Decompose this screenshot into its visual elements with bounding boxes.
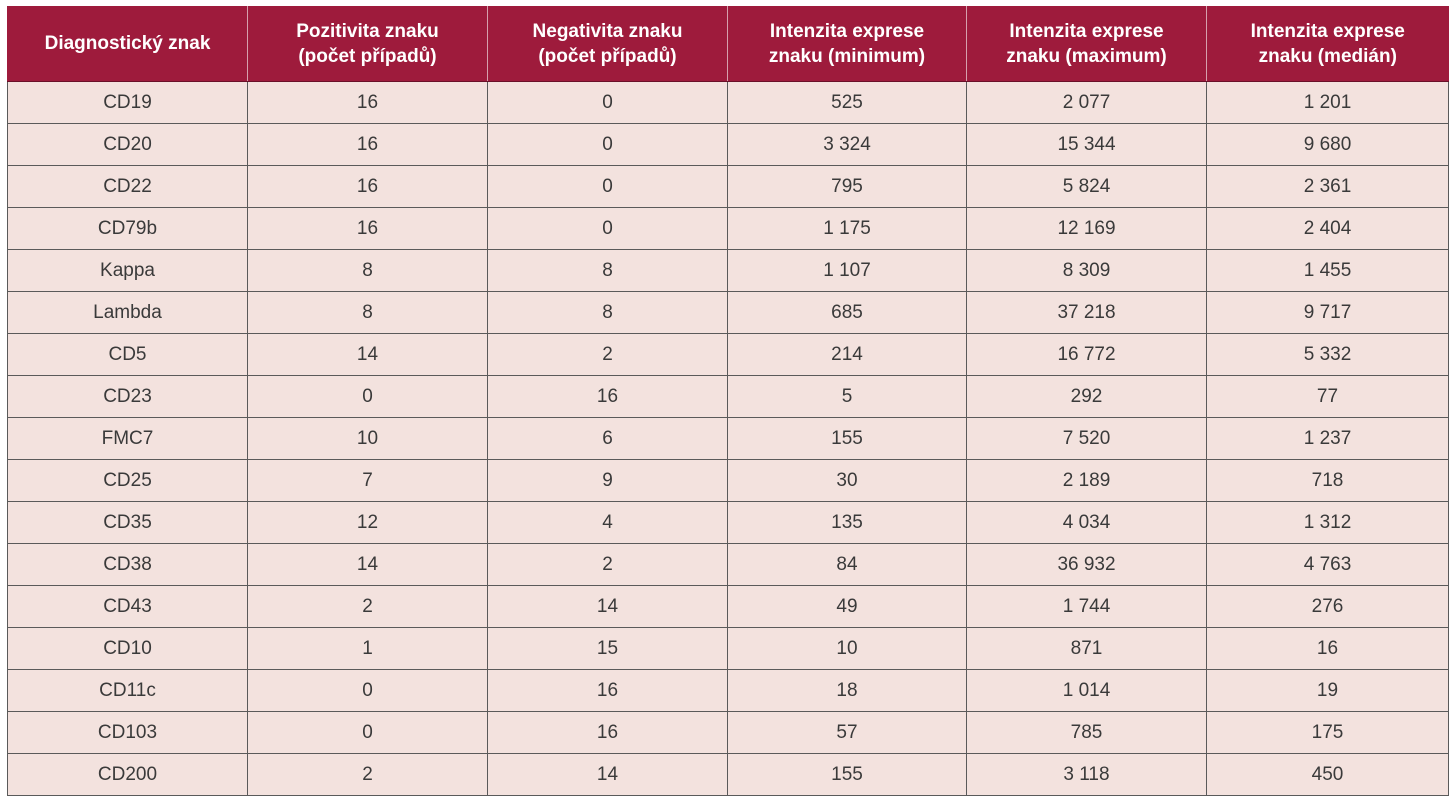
- header-intensity-median-line-1: Intenzita exprese: [1250, 20, 1405, 42]
- header-positive-line-2: (počet případů): [298, 45, 437, 67]
- cell-positive: 12: [248, 502, 488, 544]
- cell-negative: 0: [488, 82, 728, 124]
- cell-positive: 2: [248, 754, 488, 796]
- cell-intensity-median: 2 404: [1207, 208, 1449, 250]
- header-intensity-max: [967, 6, 1207, 82]
- cell-intensity-median: 4 763: [1207, 544, 1449, 586]
- cell-intensity-max: 292: [967, 376, 1207, 418]
- cell-positive: 8: [248, 250, 488, 292]
- cell-negative: 4: [488, 502, 728, 544]
- cell-intensity-min: 5: [728, 376, 967, 418]
- cell-negative: 14: [488, 754, 728, 796]
- cell-intensity-min: 10: [728, 628, 967, 670]
- data-table-container: [7, 6, 1448, 796]
- cell-intensity-min: 155: [728, 754, 967, 796]
- table-row: [8, 670, 1449, 712]
- cell-positive: 0: [248, 712, 488, 754]
- cell-intensity-min: 1 107: [728, 250, 967, 292]
- cell-marker: CD103: [8, 712, 248, 754]
- cell-intensity-min: 49: [728, 586, 967, 628]
- cell-intensity-max: 16 772: [967, 334, 1207, 376]
- cell-intensity-max: 1 744: [967, 586, 1207, 628]
- cell-intensity-min: 30: [728, 460, 967, 502]
- table-row: [8, 166, 1449, 208]
- cell-intensity-median: 77: [1207, 376, 1449, 418]
- cell-intensity-median: 19: [1207, 670, 1449, 712]
- cell-intensity-max: 15 344: [967, 124, 1207, 166]
- cell-intensity-min: 3 324: [728, 124, 967, 166]
- cell-intensity-median: 718: [1207, 460, 1449, 502]
- cell-marker: FMC7: [8, 418, 248, 460]
- cell-marker: CD20: [8, 124, 248, 166]
- cell-positive: 7: [248, 460, 488, 502]
- cell-intensity-max: 7 520: [967, 418, 1207, 460]
- cell-negative: 15: [488, 628, 728, 670]
- cell-positive: 10: [248, 418, 488, 460]
- cell-intensity-min: 155: [728, 418, 967, 460]
- cell-positive: 2: [248, 586, 488, 628]
- cell-marker: CD38: [8, 544, 248, 586]
- cell-intensity-median: 450: [1207, 754, 1449, 796]
- cell-intensity-max: 2 189: [967, 460, 1207, 502]
- cell-negative: 16: [488, 712, 728, 754]
- cell-positive: 16: [248, 124, 488, 166]
- table-row: [8, 292, 1449, 334]
- cell-intensity-min: 135: [728, 502, 967, 544]
- table-row: [8, 712, 1449, 754]
- cell-intensity-median: 1 201: [1207, 82, 1449, 124]
- table-header: [8, 6, 1449, 82]
- table-row: [8, 460, 1449, 502]
- cell-marker: CD25: [8, 460, 248, 502]
- cell-intensity-median: 16: [1207, 628, 1449, 670]
- cell-intensity-median: 9 680: [1207, 124, 1449, 166]
- header-intensity-min-line-2: znaku (minimum): [768, 45, 926, 67]
- cell-intensity-median: 5 332: [1207, 334, 1449, 376]
- cell-negative: 6: [488, 418, 728, 460]
- diagnostic-markers-table: [7, 6, 1449, 796]
- cell-intensity-max: 4 034: [967, 502, 1207, 544]
- cell-intensity-min: 214: [728, 334, 967, 376]
- cell-intensity-median: 1 455: [1207, 250, 1449, 292]
- cell-marker: Kappa: [8, 250, 248, 292]
- cell-positive: 0: [248, 670, 488, 712]
- header-positive: [248, 6, 488, 82]
- table-row: [8, 502, 1449, 544]
- table-row: [8, 754, 1449, 796]
- cell-negative: 14: [488, 586, 728, 628]
- cell-positive: 0: [248, 376, 488, 418]
- cell-marker: CD23: [8, 376, 248, 418]
- cell-positive: 14: [248, 334, 488, 376]
- cell-intensity-min: 795: [728, 166, 967, 208]
- header-positive-line-1: Pozitivita znaku: [296, 20, 439, 42]
- table-row: [8, 544, 1449, 586]
- cell-intensity-median: 1 237: [1207, 418, 1449, 460]
- table-row: [8, 124, 1449, 166]
- cell-negative: 16: [488, 376, 728, 418]
- header-intensity-min-line-1: Intenzita exprese: [769, 20, 925, 42]
- cell-marker: CD10: [8, 628, 248, 670]
- cell-intensity-max: 36 932: [967, 544, 1207, 586]
- cell-intensity-min: 685: [728, 292, 967, 334]
- cell-marker: CD35: [8, 502, 248, 544]
- cell-intensity-min: 84: [728, 544, 967, 586]
- cell-negative: 2: [488, 544, 728, 586]
- table-row: [8, 418, 1449, 460]
- cell-intensity-max: 871: [967, 628, 1207, 670]
- cell-positive: 16: [248, 166, 488, 208]
- table-body: [8, 82, 1449, 796]
- cell-negative: 8: [488, 292, 728, 334]
- cell-intensity-max: 2 077: [967, 82, 1207, 124]
- table-row: [8, 586, 1449, 628]
- cell-marker: CD19: [8, 82, 248, 124]
- header-row: [8, 6, 1449, 82]
- cell-marker: CD22: [8, 166, 248, 208]
- cell-negative: 0: [488, 208, 728, 250]
- cell-intensity-max: 1 014: [967, 670, 1207, 712]
- cell-marker: CD11c: [8, 670, 248, 712]
- cell-intensity-min: 1 175: [728, 208, 967, 250]
- cell-intensity-min: 525: [728, 82, 967, 124]
- header-intensity-median-line-2: znaku (medián): [1258, 45, 1397, 67]
- cell-intensity-median: 9 717: [1207, 292, 1449, 334]
- header-intensity-median: [1207, 6, 1449, 82]
- cell-intensity-max: 3 118: [967, 754, 1207, 796]
- header-negative-line-1: Negativita znaku: [532, 20, 683, 42]
- cell-marker: CD200: [8, 754, 248, 796]
- table-row: [8, 628, 1449, 670]
- cell-positive: 16: [248, 82, 488, 124]
- cell-intensity-max: 8 309: [967, 250, 1207, 292]
- table-row: [8, 82, 1449, 124]
- cell-marker: Lambda: [8, 292, 248, 334]
- header-intensity-min: [728, 6, 967, 82]
- cell-intensity-min: 18: [728, 670, 967, 712]
- table-row: [8, 250, 1449, 292]
- cell-intensity-max: 5 824: [967, 166, 1207, 208]
- header-intensity-max-line-1: Intenzita exprese: [1009, 20, 1164, 42]
- header-negative-line-2: (počet případů): [538, 45, 677, 67]
- cell-negative: 2: [488, 334, 728, 376]
- table-row: [8, 334, 1449, 376]
- table-row: [8, 208, 1449, 250]
- header-marker-line-1: Diagnostický znak: [44, 33, 211, 54]
- cell-intensity-max: 37 218: [967, 292, 1207, 334]
- cell-positive: 16: [248, 208, 488, 250]
- cell-marker: CD79b: [8, 208, 248, 250]
- cell-marker: CD43: [8, 586, 248, 628]
- cell-negative: 0: [488, 124, 728, 166]
- cell-intensity-median: 175: [1207, 712, 1449, 754]
- cell-negative: 8: [488, 250, 728, 292]
- header-negative: [488, 6, 728, 82]
- cell-intensity-median: 1 312: [1207, 502, 1449, 544]
- header-intensity-max-line-2: znaku (maximum): [1006, 45, 1167, 67]
- cell-positive: 1: [248, 628, 488, 670]
- cell-positive: 14: [248, 544, 488, 586]
- table-row: [8, 376, 1449, 418]
- cell-intensity-median: 2 361: [1207, 166, 1449, 208]
- cell-negative: 16: [488, 670, 728, 712]
- header-marker: [8, 6, 248, 82]
- cell-negative: 9: [488, 460, 728, 502]
- cell-negative: 0: [488, 166, 728, 208]
- cell-intensity-median: 276: [1207, 586, 1449, 628]
- cell-positive: 8: [248, 292, 488, 334]
- cell-intensity-max: 12 169: [967, 208, 1207, 250]
- cell-intensity-max: 785: [967, 712, 1207, 754]
- cell-intensity-min: 57: [728, 712, 967, 754]
- cell-marker: CD5: [8, 334, 248, 376]
